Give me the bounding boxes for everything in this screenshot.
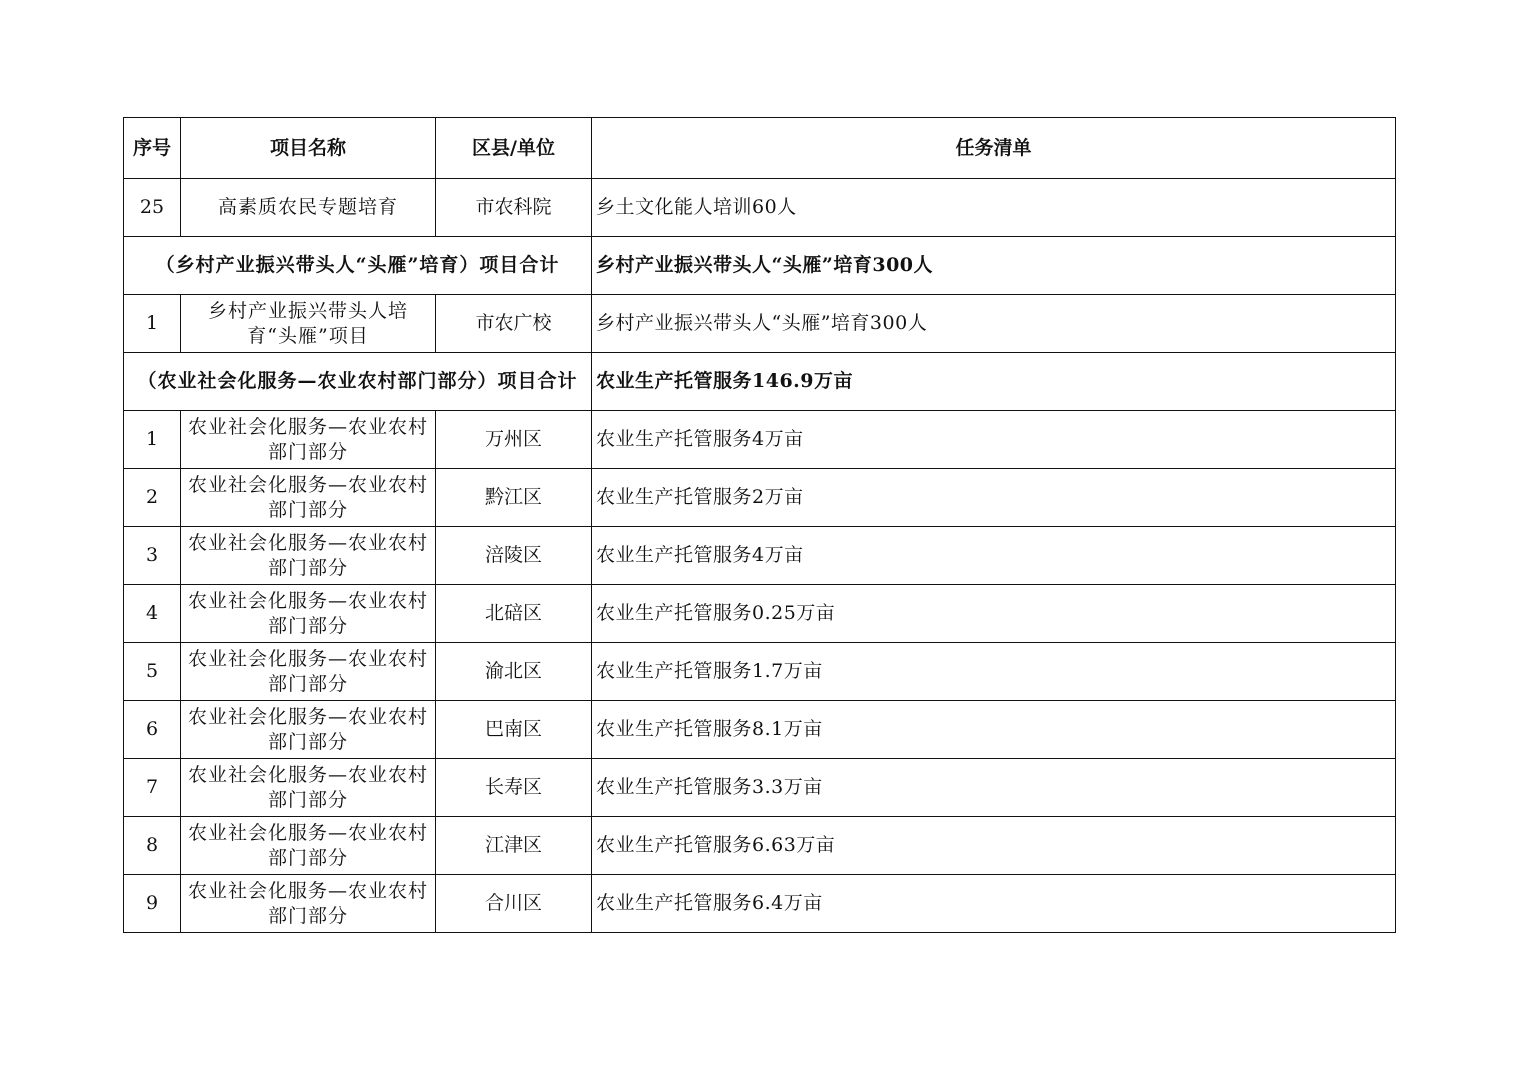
row-unit: 合川区 (436, 875, 592, 933)
table-row (124, 179, 1396, 237)
row-no: 9 (124, 875, 181, 933)
row-no: 8 (124, 817, 181, 875)
row-name: 农业社会化服务—农业农村部门部分 (181, 643, 436, 701)
table-row (124, 469, 1396, 527)
row-no: 7 (124, 759, 181, 817)
subtotal-row (124, 237, 1396, 295)
row-name: 农业社会化服务—农业农村部门部分 (181, 527, 436, 585)
table-row (124, 411, 1396, 469)
row-task: 农业生产托管服务6.63万亩 (592, 817, 1396, 875)
row-no: 1 (124, 295, 181, 353)
subtotal-label: （乡村产业振兴带头人“头雁”培育）项目合计 (124, 237, 592, 295)
row-no: 1 (124, 411, 181, 469)
row-task: 乡土文化能人培训60人 (592, 179, 1396, 237)
row-unit: 北碚区 (436, 585, 592, 643)
row-name: 农业社会化服务—农业农村部门部分 (181, 875, 436, 933)
row-task: 乡村产业振兴带头人“头雁”培育300人 (592, 295, 1396, 353)
row-unit: 江津区 (436, 817, 592, 875)
row-name: 农业社会化服务—农业农村部门部分 (181, 701, 436, 759)
table-row (124, 295, 1396, 353)
task-table (123, 117, 1396, 933)
header-unit: 区县/单位 (436, 118, 592, 179)
subtotal-task: 乡村产业振兴带头人“头雁”培育300人 (592, 237, 1396, 295)
row-name: 农业社会化服务—农业农村部门部分 (181, 469, 436, 527)
header-row (124, 118, 1396, 179)
row-no: 4 (124, 585, 181, 643)
row-task: 农业生产托管服务6.4万亩 (592, 875, 1396, 933)
row-name: 农业社会化服务—农业农村部门部分 (181, 585, 436, 643)
row-name: 农业社会化服务—农业农村部门部分 (181, 817, 436, 875)
row-task: 农业生产托管服务0.25万亩 (592, 585, 1396, 643)
row-unit: 长寿区 (436, 759, 592, 817)
table-row (124, 585, 1396, 643)
row-unit: 巴南区 (436, 701, 592, 759)
row-no: 5 (124, 643, 181, 701)
table-row (124, 875, 1396, 933)
row-name: 农业社会化服务—农业农村部门部分 (181, 411, 436, 469)
header-no: 序号 (124, 118, 181, 179)
row-unit: 涪陵区 (436, 527, 592, 585)
table-row (124, 701, 1396, 759)
row-unit: 市农科院 (436, 179, 592, 237)
row-name: 农业社会化服务—农业农村部门部分 (181, 759, 436, 817)
row-task: 农业生产托管服务1.7万亩 (592, 643, 1396, 701)
table-row (124, 759, 1396, 817)
row-task: 农业生产托管服务8.1万亩 (592, 701, 1396, 759)
table-row (124, 817, 1396, 875)
row-no: 25 (124, 179, 181, 237)
row-task: 农业生产托管服务4万亩 (592, 411, 1396, 469)
table-row (124, 643, 1396, 701)
subtotal-row (124, 353, 1396, 411)
row-unit: 渝北区 (436, 643, 592, 701)
row-name: 高素质农民专题培育 (181, 179, 436, 237)
header-name: 项目名称 (181, 118, 436, 179)
header-task: 任务清单 (592, 118, 1396, 179)
table-row (124, 527, 1396, 585)
row-task: 农业生产托管服务2万亩 (592, 469, 1396, 527)
row-no: 3 (124, 527, 181, 585)
row-unit: 万州区 (436, 411, 592, 469)
row-no: 2 (124, 469, 181, 527)
row-unit: 市农广校 (436, 295, 592, 353)
subtotal-label: （农业社会化服务—农业农村部门部分）项目合计 (124, 353, 592, 411)
subtotal-task: 农业生产托管服务146.9万亩 (592, 353, 1396, 411)
row-unit: 黔江区 (436, 469, 592, 527)
row-name: 乡村产业振兴带头人培育“头雁”项目 (181, 295, 436, 353)
row-no: 6 (124, 701, 181, 759)
row-task: 农业生产托管服务4万亩 (592, 527, 1396, 585)
row-task: 农业生产托管服务3.3万亩 (592, 759, 1396, 817)
